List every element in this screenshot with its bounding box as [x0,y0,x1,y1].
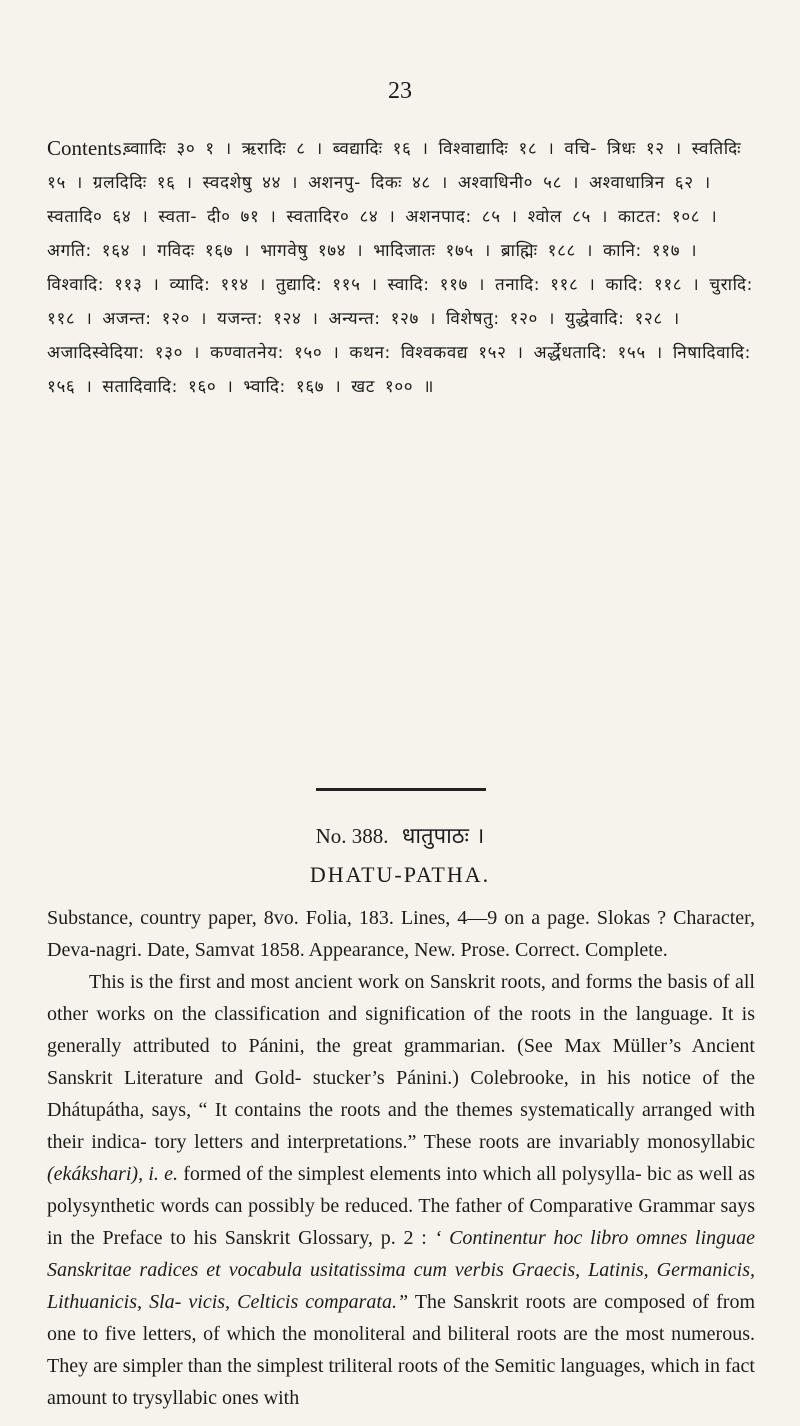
entry-number: No. 388. [315,824,389,848]
italic-term: (ekákshari), [47,1163,144,1185]
page-number: 23 [388,78,412,104]
entry-sanskrit-title: धातुपाठः । [401,824,485,849]
paragraph-text: This is the first and most ancient work on Sanskrit roots, and forms the basis of all other works on the classification and signification of the roots in the language. It is generally attributed to Pánini, the great grammarian. (See Max Müller’s Ancient Sanskrit Literature and Gold- stucker’s Pánini.) Colebrooke, in his notice of the Dhátupátha, says, “ It contains the roots and the themes systematically arranged with their indica- tory letters and interpretations.” These roots are invariably monosyllabic [47,971,755,1153]
entry-title: DHATU-PATHA. [309,862,491,887]
description-body [47,902,755,1414]
paragraph-continuation: formed of the simplest elements into which all polysylla- bic as well as polysynthetic words can possibly be reduced. The father of Comparative Grammar says in the Preface to his Sanskrit Glossary, p. 2 : [47,1163,756,1249]
italic-abbrev: i. e. [148,1163,179,1185]
entry-heading [0,820,800,850]
contents-label: Contents. [47,136,127,160]
section-divider [316,788,486,791]
description-paragraph [47,966,755,1414]
latin-quote: ‘ Continentur hoc libro omnes linguae Sanskritae radices et vocabula usitatissima cum verbis Graecis, Latinis, Germanicis, Lithuanicis, Sla- vicis, Celticis comparata.” [47,1227,756,1313]
description-meta: Substance, country paper, 8vo. Folia, 183. Lines, 4—9 on a page. Slokas ? Character, Deva-nagri. Date, Samvat 1858. Appearance, New. Prose. Correct. Complete. [47,907,755,961]
contents-section [47,132,755,404]
contents-sanskrit-text: ब्वाादिः ३० १ । ऋरादिः ८ । ब्वद्यादिः १६ । विश्वाद्यादिः १८ । वचि- त्रिधः १२ । स्वतिदिः १५ । ग्रलदिदिः १६ । स्वदशेषु ४४ । अशनपु- दिकः ४८ । अश्वाधिनी० ५८ । अश्वाधात्रिन ६२ । स्वतादि० ६४ । स्वता- दी० ७१ । स्वतादिर० ८४ । अशनपाद: ८५ । श्वोल ८५ । काटत: १०८ । अगति: १६४ । गविदः १६७ । भागवेषु १७४ । भादिजातः १७५ । ब्राह्मिः १८८ । कानि: ११७ । विश्वादि: ११३ । व्यादि: ११४ । तुद्यादि: ११५ । स्वादि: ११७ । तनादि: ११८ । कादि: ११८ । चुरादि: ११८ । अजन्त: १२० । यजन्त: १२४ । अन्यन्त: १२७ । विशेषतु: १२० । युद्धेवादि: १२८ । अजादिस्वेदिया: १३० । कण्वातनेय: १५० । कथन: विश्वकवद्य १५२ । अर्द्धेधतादि: १५५ । निषादिवादि: १५६ । सतादिवादि: १६० । भ्वादि: १६७ । खट १०० ॥ [47,139,753,397]
paragraph-end: The Sanskrit roots are composed of from one to five letters, of which the monoliteral and biliteral roots are the most numerous. They are simpler than the simplest triliteral roots of the Semitic languages, which in fact amount to trysyllabic ones with [47,1291,756,1409]
